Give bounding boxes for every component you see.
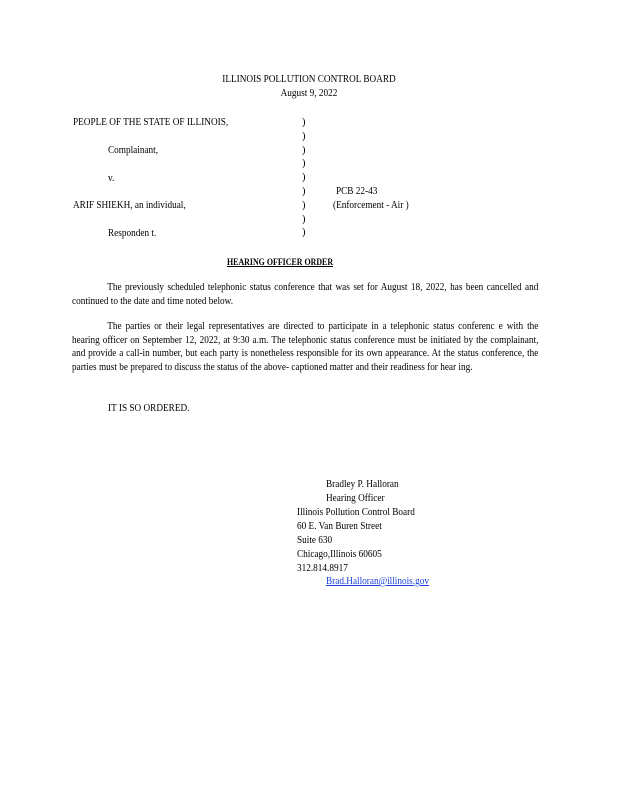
agency-header: ILLINOIS POLLUTION CONTROL BOARD xyxy=(222,74,396,85)
caption-parentheses xyxy=(302,116,306,240)
paragraph-directions: The parties or their legal representatives are directed to participate in a telephonic status conferenc e with the hearing officer on September 12, 2022, at 9:30 a.m. The telephonic status conference must be initiated by the complainant, and provide a call-in number, but each party is nonetheless responsible for its own appearance. At the status conference, the parties must be prepared to discuss the status of the above- captioned matter and their readiness for hear ing. xyxy=(72,321,539,373)
respondent-label: Responden t. xyxy=(108,228,157,239)
signer-name: Bradley P. Halloran xyxy=(326,479,399,490)
signer-email-link[interactable]: Brad.Halloran@illinois.gov xyxy=(326,576,429,587)
complainant-label: Complainant, xyxy=(108,145,159,156)
case-number: PCB 22-43 xyxy=(336,186,378,197)
signer-organization: Illinois Pollution Control Board xyxy=(297,507,415,518)
paren: ) xyxy=(302,213,306,225)
signer-title: Hearing Officer xyxy=(326,493,385,504)
paren: ) xyxy=(302,199,306,211)
signer-phone: 312.814.8917 xyxy=(297,563,348,574)
order-title: HEARING OFFICER ORDER xyxy=(227,257,334,267)
paren: ) xyxy=(302,185,306,197)
paren: ) xyxy=(302,117,306,128)
signer-street: 60 E. Van Buren Street xyxy=(297,521,382,532)
plaintiff-name: PEOPLE OF THE STATE OF ILLINOIS, xyxy=(73,117,229,128)
paren: ) xyxy=(302,144,306,156)
ordered-statement: IT IS SO ORDERED. xyxy=(108,403,190,414)
paren: ) xyxy=(302,158,306,170)
order-date: August 9, 2022 xyxy=(280,88,338,99)
paren: ) xyxy=(302,227,306,239)
paragraph-cancellation: The previously scheduled telephonic status conference that was set for August 18, 2022, has been cancelled and continued to the date and time noted below. xyxy=(72,282,539,307)
case-type: (Enforcement - Air ) xyxy=(333,200,409,211)
signer-city: Chicago,Illinois 60605 xyxy=(297,549,382,560)
paren: ) xyxy=(302,172,306,184)
respondent-name: ARIF SHIEKH, an individual, xyxy=(73,200,186,211)
signer-suite: Suite 630 xyxy=(297,535,333,546)
paren: ) xyxy=(302,130,306,142)
versus-label: v. xyxy=(108,173,115,184)
